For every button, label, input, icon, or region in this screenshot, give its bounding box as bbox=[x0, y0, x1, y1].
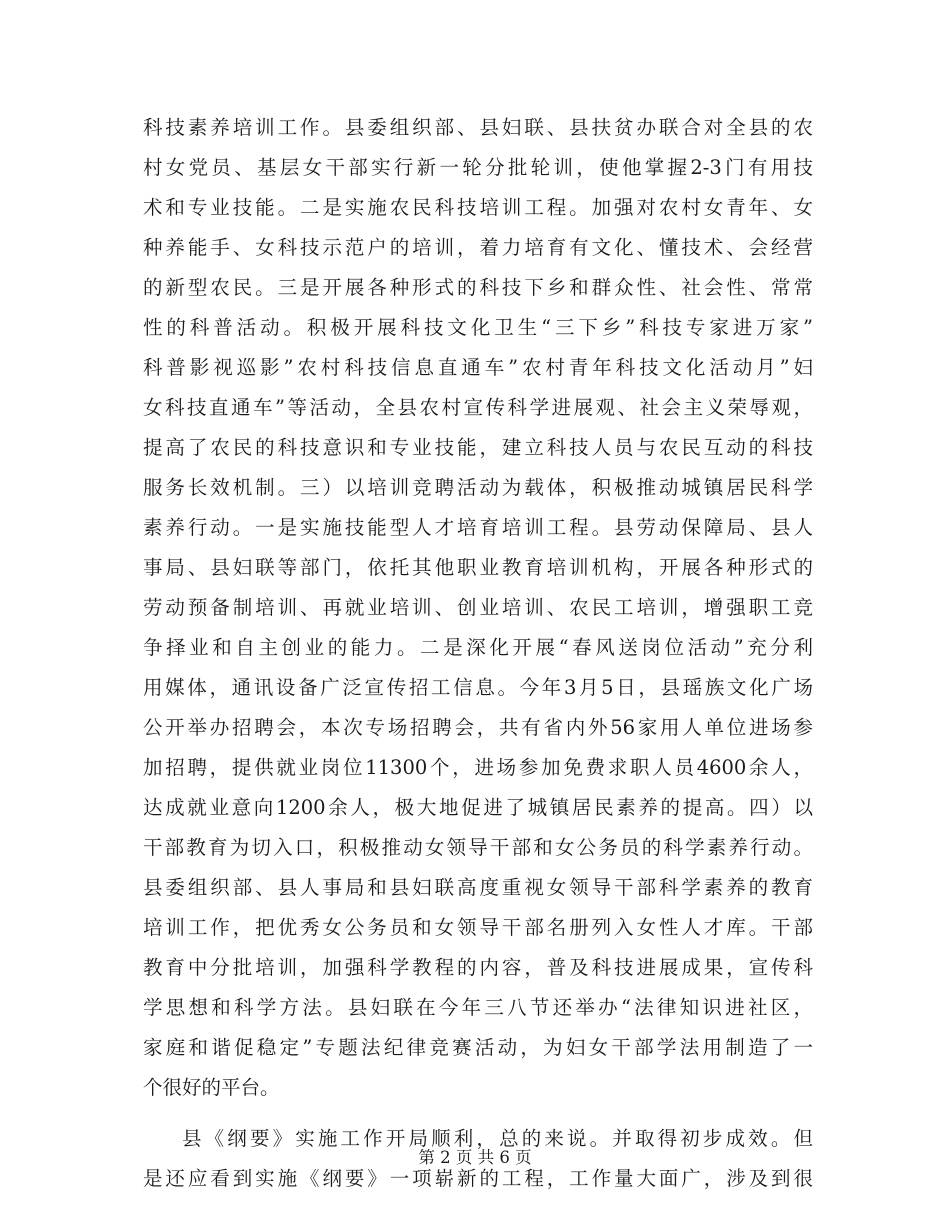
text-line: 家庭和谐促稳定”专题法纪律竞赛活动，为妇女干部学法用制造了一 bbox=[143, 1036, 813, 1059]
text-line: 素养行动。一是实施技能型人才培育培训工程。县劳动保障局、县人 bbox=[143, 516, 813, 539]
text-line: 劳动预备制培训、再就业培训、创业培训、农民工培训，增强职工竞 bbox=[143, 596, 813, 619]
page-footer bbox=[0, 1146, 950, 1170]
text-line: 种养能手、女科技示范户的培训，着力培育有文化、懂技术、会经营 bbox=[143, 236, 813, 259]
text-line: 提高了农民的科技意识和专业技能，建立科技人员与农民互动的科技 bbox=[143, 436, 813, 459]
text-line: 服务长效机制。三）以培训竞聘活动为载体，积极推动城镇居民科学 bbox=[143, 476, 813, 499]
text-line: 公开举办招聘会，本次专场招聘会，共有省内外56家用人单位进场参 bbox=[143, 716, 813, 739]
text-line: 干部教育为切入口，积极推动女领导干部和女公务员的科学素养行动。 bbox=[143, 836, 813, 859]
text-line: 科普影视巡影”农村科技信息直通车”农村青年科技文化活动月”妇 bbox=[143, 356, 813, 379]
text-line: 达成就业意向1200余人，极大地促进了城镇居民素养的提高。四）以 bbox=[143, 796, 813, 819]
paragraph-1 bbox=[143, 108, 813, 1108]
text-line: 培训工作，把优秀女公务员和女领导干部名册列入女性人才库。干部 bbox=[143, 916, 813, 939]
text-line: 事局、县妇联等部门，依托其他职业教育培训机构，开展各种形式的 bbox=[143, 556, 813, 579]
paragraph-gap bbox=[143, 1108, 813, 1119]
page-number: 第 2 页 共 6 页 bbox=[418, 1148, 532, 1167]
text-line: 村女党员、基层女干部实行新一轮分批轮训，使他掌握2-3门有用技 bbox=[143, 156, 813, 179]
text-line: 用媒体，通讯设备广泛宣传招工信息。今年3月5日，县瑶族文化广场 bbox=[143, 676, 813, 699]
text-line: 学思想和科学方法。县妇联在今年三八节还举办“法律知识进社区， bbox=[143, 996, 813, 1019]
text-line: 术和专业技能。二是实施农民科技培训工程。加强对农村女青年、女 bbox=[143, 196, 813, 219]
body-text bbox=[143, 108, 813, 1199]
text-line: 是还应看到实施《纲要》一项崭新的工程，工作量大面广，涉及到很 bbox=[143, 1167, 813, 1190]
text-line: 县委组织部、县人事局和县妇联高度重视女领导干部科学素养的教育 bbox=[143, 876, 813, 899]
text-line: 的新型农民。三是开展各种形式的科技下乡和群众性、社会性、常常 bbox=[143, 276, 813, 299]
text-line: 加招聘，提供就业岗位11300个，进场参加免费求职人员4600余人， bbox=[143, 756, 813, 779]
text-line: 争择业和自主创业的能力。二是深化开展“春风送岗位活动”充分利 bbox=[143, 636, 813, 659]
text-line: 个很好的平台。 bbox=[143, 1076, 280, 1099]
text-line: 科技素养培训工作。县委组织部、县妇联、县扶贫办联合对全县的农 bbox=[143, 116, 813, 139]
text-line: 教育中分批培训，加强科学教程的内容，普及科技进展成果，宣传科 bbox=[143, 956, 813, 979]
text-line: 女科技直通车”等活动，全县农村宣传科学进展观、社会主义荣辱观， bbox=[143, 396, 813, 419]
text-line: 县《纲要》实施工作开局顺利，总的来说。并取得初步成效。但 bbox=[182, 1127, 813, 1150]
text-line: 性的科普活动。积极开展科技文化卫生“三下乡”科技专家进万家” bbox=[143, 316, 813, 339]
